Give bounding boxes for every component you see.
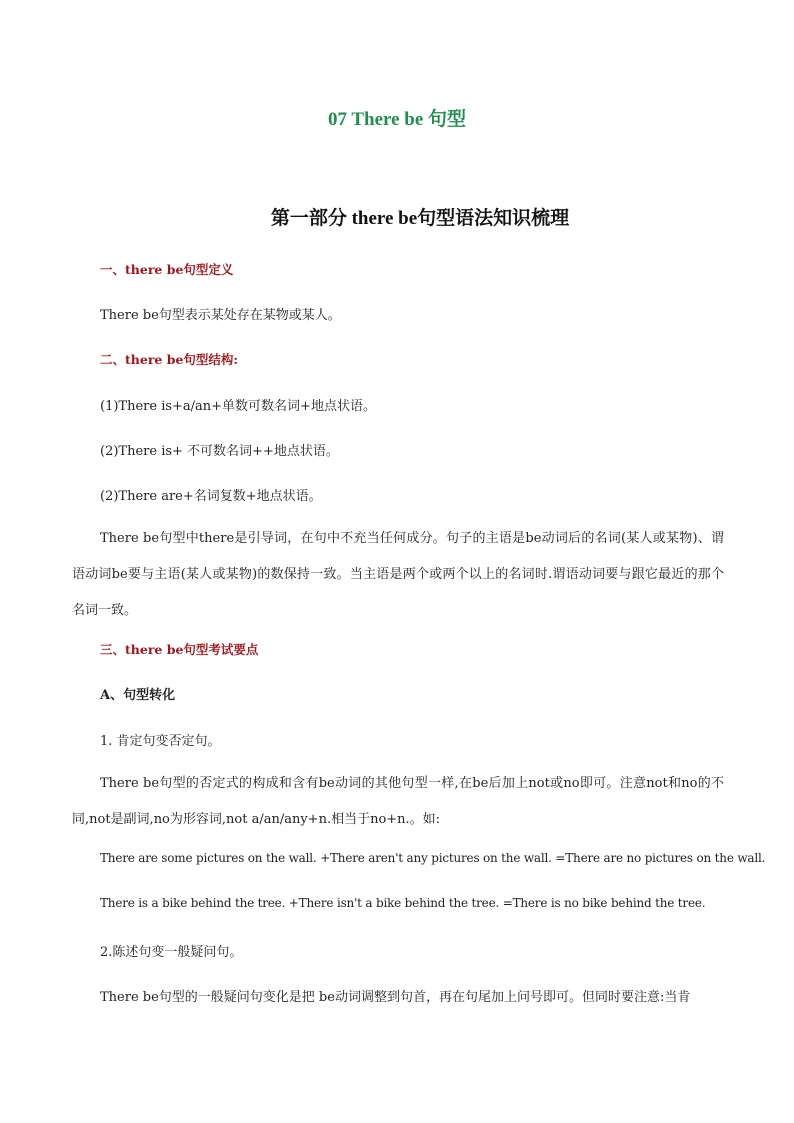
part-title: 第一部分 there be句型语法知识梳理 bbox=[270, 208, 570, 229]
example-sentence-2: There is a bike behind the tree. +There isn't a bike behind the tree. =There is no bike behind the tree. bbox=[100, 896, 706, 910]
structure-explanation: There be句型中there是引导词，在句中不充当任何成分。句子的主语是be动词后的名词(某人或某物)、谓语动词be要与主语(某人或某物)的数保持一致。当主语是两个或两个以上的名词时.谓语动词要与跟它最近的那个名词一致。 bbox=[72, 531, 724, 618]
sub-heading-sentence-transformation: A、句型转化 bbox=[100, 688, 176, 703]
example-sentence-1: There are some pictures on the wall. +There aren't any pictures on the wall. =There are no pictures on the wall. bbox=[100, 851, 766, 865]
document-title: 07 There be 句型 bbox=[327, 109, 467, 130]
structure-item-3: (2)There are+名词复数+地点状语。 bbox=[100, 489, 322, 504]
item-statement-to-question: 2.陈述句变一般疑问句。 bbox=[100, 945, 243, 960]
section-heading-definition: 一、there be句型定义 bbox=[100, 262, 234, 277]
structure-item-2: (2)There is+ 不可数名词++地点状语。 bbox=[100, 444, 339, 459]
structure-item-1: (1)There is+a/an+单数可数名词+地点状语。 bbox=[100, 399, 376, 414]
definition-text: There be句型表示某处存在某物或某人。 bbox=[100, 308, 341, 323]
negative-explanation: There be句型的否定式的构成和含有be动词的其他句型一样,在be后加上not或no即可。注意not和no的不同,not是副词,no为形容词,not a/an/any+n.相当于no+n.。如: bbox=[72, 776, 724, 827]
section-heading-exam-points: 三、there be句型考试要点 bbox=[100, 642, 259, 657]
item-affirmative-to-negative: 1. 肯定句变否定句。 bbox=[100, 734, 221, 749]
question-explanation: There be句型的一般疑问句变化是把 be动词调整到句首，再在句尾加上问号即可。但同时要注意:当肯 bbox=[100, 990, 691, 1005]
section-heading-structure: 二、there be句型结构: bbox=[100, 352, 239, 367]
